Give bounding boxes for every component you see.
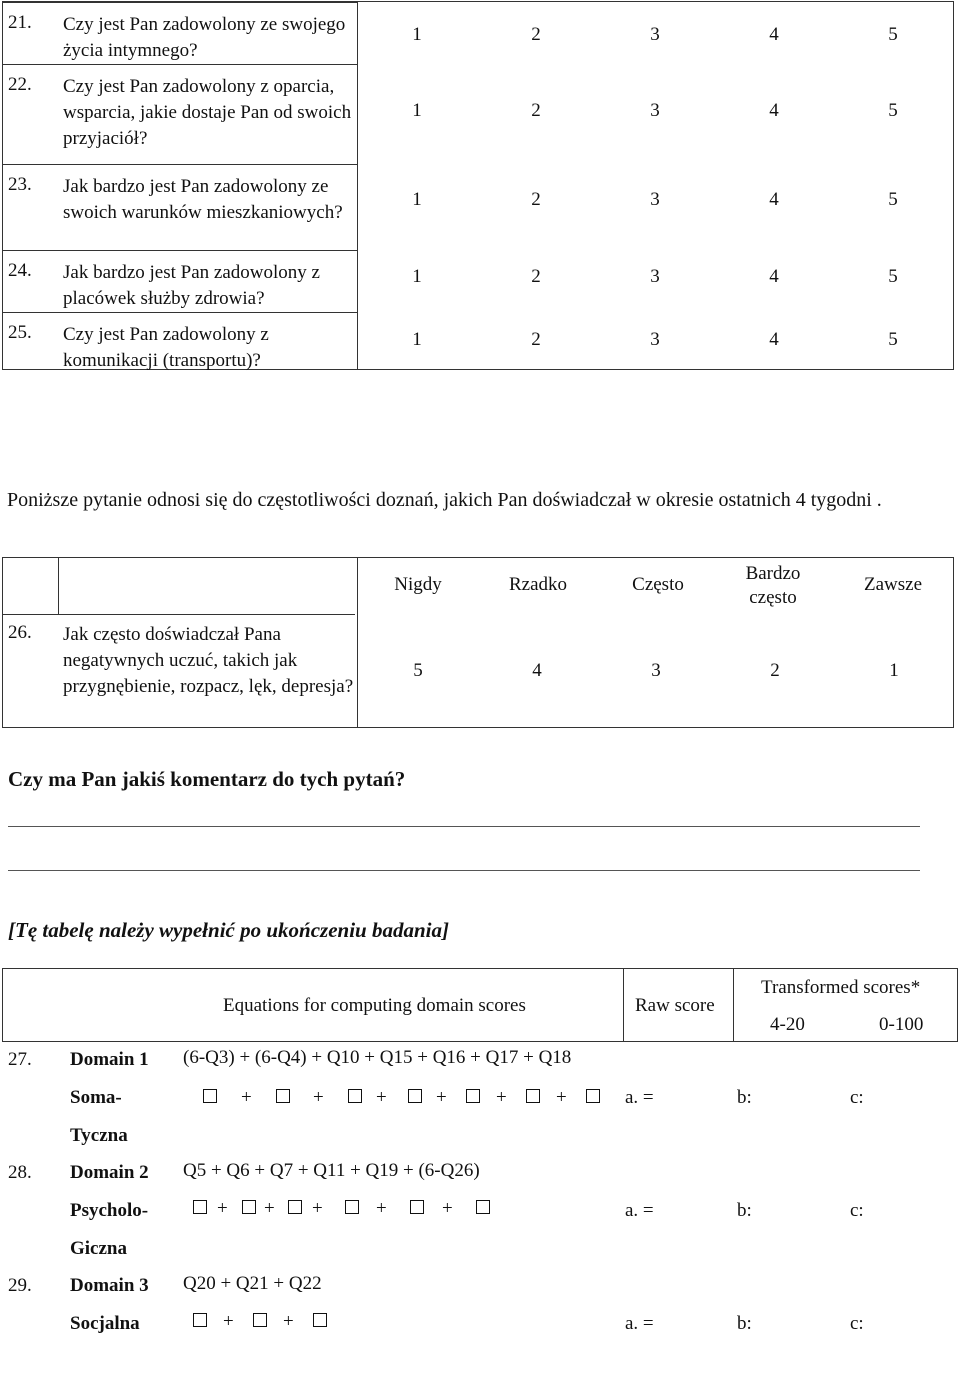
score-box[interactable] xyxy=(476,1200,490,1214)
question-row xyxy=(3,250,357,312)
table-divider xyxy=(3,614,355,615)
question-text: Czy jest Pan zadowolony ze swojego życia intymnego? xyxy=(63,14,346,61)
domain-number: 28. xyxy=(8,1162,32,1183)
comment-prompt: Czy ma Pan jakiś komentarz do tych pytań? xyxy=(8,767,406,791)
question-text: Czy jest Pan zadowolony z komunikacji (transportu)? xyxy=(63,324,269,371)
scoring-header xyxy=(2,968,958,1042)
table-note: [Tę tabelę należy wypełnić po ukończeniu badania] xyxy=(8,918,449,942)
plus-sign: + xyxy=(376,1198,387,1219)
scale-option[interactable]: 2 xyxy=(531,100,541,121)
score-box[interactable] xyxy=(345,1200,359,1214)
table-divider xyxy=(357,2,358,369)
transformed-0-100[interactable]: c: xyxy=(850,1087,864,1108)
domain-subtitle: Socjalna xyxy=(70,1313,140,1334)
domain-title: Domain 2 xyxy=(70,1162,149,1183)
scale-option[interactable]: 5 xyxy=(888,100,898,121)
scale-option[interactable]: 2 xyxy=(531,189,541,210)
plus-sign: + xyxy=(223,1311,234,1332)
question-number: 23. xyxy=(8,174,32,195)
domain-subtitle: Soma- xyxy=(70,1087,122,1108)
comment-line[interactable] xyxy=(8,826,920,827)
scale-option[interactable]: 4 xyxy=(769,266,779,287)
domain-equation: (6-Q3) + (6-Q4) + Q10 + Q15 + Q16 + Q17 + Q18 xyxy=(183,1047,572,1068)
scale-option[interactable]: 1 xyxy=(412,329,422,350)
table-divider xyxy=(58,558,59,614)
header-czesto: Często xyxy=(632,574,684,595)
plus-sign: + xyxy=(241,1087,252,1108)
question-row xyxy=(3,64,357,164)
question-text: Jak często doświadczał Pana negatywnych uczuć, takich jak przygnębienie, rozpacz, lęk, depresja? xyxy=(63,624,354,697)
score-box[interactable] xyxy=(203,1089,217,1103)
score-box[interactable] xyxy=(466,1089,480,1103)
raw-score[interactable]: a. = xyxy=(625,1200,654,1221)
header-range-0-100: 0-100 xyxy=(879,1014,924,1035)
scale-option[interactable]: 4 xyxy=(769,100,779,121)
header-nigdy: Nigdy xyxy=(394,574,442,595)
domain-title: Domain 1 xyxy=(70,1049,149,1070)
scale-option[interactable]: 3 xyxy=(650,329,660,350)
score-box[interactable] xyxy=(408,1089,422,1103)
question-number: 25. xyxy=(8,322,32,343)
score-box[interactable] xyxy=(348,1089,362,1103)
header-raw-score: Raw score xyxy=(635,995,715,1016)
scale-option[interactable]: 2 xyxy=(531,266,541,287)
score-box[interactable] xyxy=(253,1313,267,1327)
scale-option[interactable]: 4 xyxy=(532,660,542,681)
score-box[interactable] xyxy=(586,1089,600,1103)
score-box[interactable] xyxy=(288,1200,302,1214)
table-divider xyxy=(733,969,734,1041)
header-range-4-20: 4-20 xyxy=(770,1014,805,1035)
scale-option[interactable]: 1 xyxy=(412,266,422,287)
transformed-4-20[interactable]: b: xyxy=(737,1313,752,1334)
scale-option[interactable]: 5 xyxy=(888,24,898,45)
header-bardzo-czesto: Bardzo często xyxy=(745,563,801,608)
intro-paragraph: Poniższe pytanie odnosi się do częstotliwości doznań, jakich Pan doświadczał w okresie ostatnich 4 tygodni . xyxy=(7,489,882,511)
question-text: Jak bardzo jest Pan zadowolony z placówek służby zdrowia? xyxy=(63,262,320,309)
scale-option[interactable]: 3 xyxy=(651,660,661,681)
question-number: 26. xyxy=(8,622,32,643)
domain-title: Domain 3 xyxy=(70,1275,149,1296)
question-row xyxy=(3,164,357,250)
question-text: Czy jest Pan zadowolony z oparcia, wsparcia, jakie dostaje Pan od swoich przyjaciół? xyxy=(63,76,352,149)
question-number: 24. xyxy=(8,260,32,281)
score-box[interactable] xyxy=(313,1313,327,1327)
scale-option[interactable]: 5 xyxy=(413,660,423,681)
scale-option[interactable]: 3 xyxy=(650,189,660,210)
scale-option[interactable]: 2 xyxy=(531,24,541,45)
plus-sign: + xyxy=(442,1198,453,1219)
scale-option[interactable]: 4 xyxy=(769,189,779,210)
score-box[interactable] xyxy=(242,1200,256,1214)
scale-option[interactable]: 3 xyxy=(650,100,660,121)
plus-sign: + xyxy=(556,1087,567,1108)
header-zawsze: Zawsze xyxy=(863,574,923,595)
header-equations: Equations for computing domain scores xyxy=(223,995,526,1016)
question-number: 21. xyxy=(8,12,32,33)
score-box[interactable] xyxy=(410,1200,424,1214)
plus-sign: + xyxy=(376,1087,387,1108)
scale-option[interactable]: 5 xyxy=(888,189,898,210)
domain-number: 29. xyxy=(8,1275,32,1296)
satisfaction-table xyxy=(2,1,954,370)
scale-option[interactable]: 3 xyxy=(650,266,660,287)
question-row xyxy=(3,2,357,64)
domain-number: 27. xyxy=(8,1049,32,1070)
score-box[interactable] xyxy=(193,1200,207,1214)
score-box[interactable] xyxy=(193,1313,207,1327)
scale-option[interactable]: 4 xyxy=(769,24,779,45)
transformed-0-100[interactable]: c: xyxy=(850,1313,864,1334)
comment-line[interactable] xyxy=(8,870,920,871)
scale-option[interactable]: 5 xyxy=(888,266,898,287)
table-divider xyxy=(357,558,358,727)
question-text: Jak bardzo jest Pan zadowolony ze swoich warunków mieszkaniowych? xyxy=(63,176,343,223)
scale-option[interactable]: 2 xyxy=(531,329,541,350)
header-rzadko: Rzadko xyxy=(508,574,568,595)
plus-sign: + xyxy=(496,1087,507,1108)
score-box[interactable] xyxy=(526,1089,540,1103)
question-row xyxy=(3,312,357,370)
plus-sign: + xyxy=(313,1087,324,1108)
scale-option[interactable]: 1 xyxy=(889,660,899,681)
scale-option[interactable]: 1 xyxy=(412,24,422,45)
scale-option[interactable]: 4 xyxy=(769,329,779,350)
score-box[interactable] xyxy=(276,1089,290,1103)
domain-equation: Q5 + Q6 + Q7 + Q11 + Q19 + (6-Q26) xyxy=(183,1160,480,1181)
scale-option[interactable]: 3 xyxy=(650,24,660,45)
transformed-4-20[interactable]: b: xyxy=(737,1200,752,1221)
raw-score[interactable]: a. = xyxy=(625,1087,654,1108)
scale-option[interactable]: 1 xyxy=(412,189,422,210)
domain-equation: Q20 + Q21 + Q22 xyxy=(183,1273,322,1294)
scale-option[interactable]: 5 xyxy=(888,329,898,350)
transformed-4-20[interactable]: b: xyxy=(737,1087,752,1108)
domain-subtitle: Tyczna xyxy=(70,1125,128,1146)
raw-score[interactable]: a. = xyxy=(625,1313,654,1334)
frequency-table xyxy=(2,557,954,728)
domain-subtitle: Psycholo- xyxy=(70,1200,149,1221)
scale-option[interactable]: 2 xyxy=(770,660,780,681)
domain-subtitle: Giczna xyxy=(70,1238,127,1259)
question-number: 22. xyxy=(8,74,32,95)
plus-sign: + xyxy=(264,1198,275,1219)
plus-sign: + xyxy=(312,1198,323,1219)
plus-sign: + xyxy=(217,1198,228,1219)
table-divider xyxy=(623,969,624,1041)
header-transformed: Transformed scores* xyxy=(761,977,921,998)
plus-sign: + xyxy=(283,1311,294,1332)
plus-sign: + xyxy=(436,1087,447,1108)
scale-option[interactable]: 1 xyxy=(412,100,422,121)
transformed-0-100[interactable]: c: xyxy=(850,1200,864,1221)
